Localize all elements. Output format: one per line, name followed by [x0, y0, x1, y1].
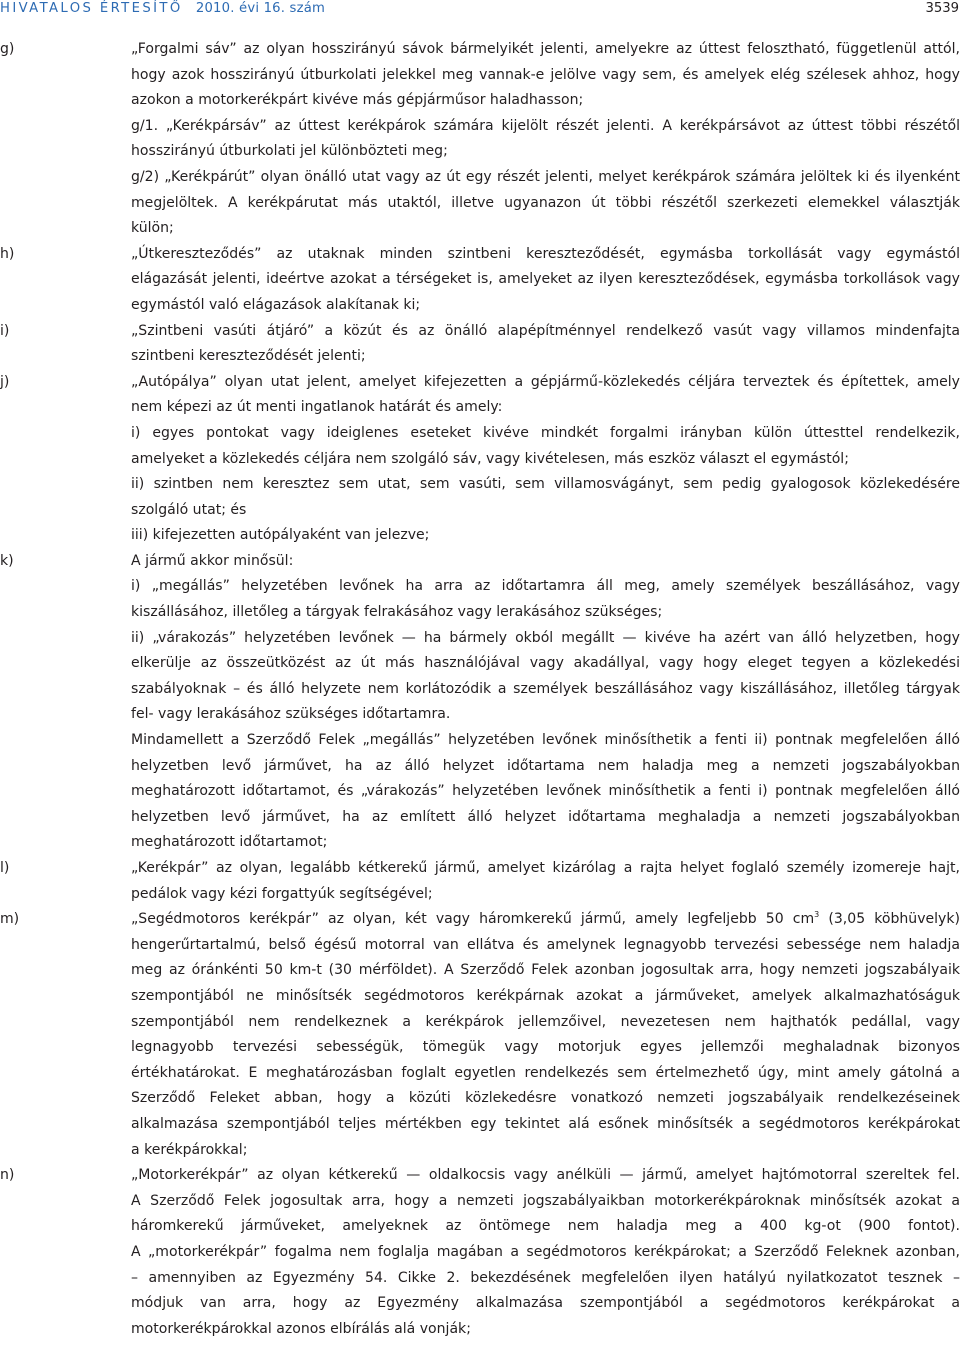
- definition-g2: [0, 165, 960, 242]
- definition-label: l): [0, 860, 10, 876]
- text-line: hosszirányú útburkolati jel különbözteti meg;: [131, 143, 448, 160]
- text-line: meg az óránkénti 50 km-t (30 mérföldet). A Szerződő Felek azonban jogosultak arra, hogy nemzeti jogszabályaik: [131, 962, 960, 979]
- sub-item-iii: iii) kifejezetten autópályaként van jelezve;: [131, 527, 430, 544]
- text-line: egymástól való elágazások alakítanak ki;: [131, 296, 421, 313]
- definition-text: [131, 370, 960, 549]
- definition-g: [0, 37, 960, 114]
- definition-text: [131, 549, 960, 856]
- text-line: „Szintbeni vasúti átjáró” a közút és az önálló alapépítménnyel rendelkező vasút vagy villamos mindenfajta: [131, 322, 960, 339]
- publication-name: HIVATALOS ÉRTESÍTŐ: [0, 1, 183, 16]
- text-line: helyzetben levő járművet, ha az említett álló helyzet időtartama meghaladja a nemzeti jogszabályokban: [131, 808, 960, 825]
- definition-text: [131, 907, 960, 1163]
- text-line: amelyeket a közlekedés céljára nem szolgáló sáv, vagy kivételesen, más eszköz választ el egymástól;: [131, 450, 849, 467]
- document-body: [0, 37, 960, 1342]
- text-line: háromkerekű járműveket, amelyeknek az öntömege nem haladja meg a 400 kg-ot (900 fontot).: [131, 1218, 960, 1235]
- definition-label: k): [0, 552, 14, 569]
- text-line: A jármű akkor minősül:: [131, 552, 294, 569]
- text-line: szintbeni kereszteződését jelenti;: [131, 348, 366, 365]
- text-line: azokon a motorkerékpárt kivéve más gépjárműsor haladhasson;: [131, 92, 584, 109]
- definition-text: [131, 242, 960, 319]
- text-segment: (3,05 köbhüvelyk): [819, 911, 960, 928]
- superscript: 3: [814, 910, 820, 920]
- text-line: „Kerékpár” az olyan, legalább kétkerekű jármű, amelyet kizárólag a rajta helyet foglaló személy izomereje hajt,: [131, 860, 960, 876]
- page-header: [0, 0, 960, 22]
- definition-i: [0, 319, 960, 370]
- text-line: elkerülje az összeütközést az út más használójával vagy akadállyal, vagy hogy eleget tegyen a közlekedési: [131, 655, 960, 672]
- text-line: g/1. „Kerékpársáv” az úttest kerékpárok számára kijelölt részét jelenti. A kerékpársávot az úttest többi részétől: [131, 117, 960, 134]
- text-line: hengerűrtartalmú, belső égésű motorral van ellátva és amelynek legnagyobb tervezési sebessége nem haladja: [131, 936, 960, 953]
- definition-h: [0, 242, 960, 319]
- definition-text: [131, 37, 960, 114]
- text-line: A Szerződő Felek jogosultak arra, hogy a nemzeti jogszabályaikban motorkerékpároknak minősítsék azokat a: [131, 1192, 960, 1209]
- text-line: szolgáló utat; és: [131, 501, 247, 518]
- text-line: pedálok vagy kézi forgattyúk segítségével;: [131, 885, 433, 902]
- text-line: Szerződő Feleket abban, hogy a közúti közlekedésre vonatkozó nemzeti jogszabályaik rendelkezéseinek: [131, 1090, 960, 1107]
- text-line: „Forgalmi sáv” az olyan hosszirányú sávok bármelyikét jelenti, amelyekre az úttest felosztható, függetlenül attól,: [131, 41, 960, 57]
- text-line: külön;: [131, 220, 174, 237]
- text-line: alkalmazása szempontjából teljes mértékben egy tekintet alá esőnek minősítsék a segédmotoros kerékpárokat: [131, 1115, 960, 1132]
- publication-title: [0, 1, 325, 16]
- definition-label: n): [0, 1167, 15, 1184]
- text-line: hogy azok hosszirányú útburkolati jelekkel meg vannak-e jelölve vagy sem, és amelyek elég szélesek ahhoz, hogy: [131, 66, 960, 83]
- definition-g1: [0, 114, 960, 165]
- text-segment: „Segédmotoros kerékpár” az olyan, két vagy háromkerekű jármű, amely legfeljebb 50 cm: [131, 911, 815, 928]
- definition-j: [0, 370, 960, 549]
- text-line: fel- vagy lerakásához szükséges időtartamra.: [131, 706, 451, 723]
- definition-label: m): [0, 911, 20, 928]
- text-line: a kerékpárokkal;: [131, 1141, 248, 1158]
- text-line: motorkerékpárokkal azonos elbírálás alá vonják;: [131, 1320, 471, 1337]
- text-line: [131, 907, 960, 933]
- text-line: szempontjából ne minősítsék segédmotoros kerékpárnak azokat a járműveket, amelyek alkalmazhatóságuk: [131, 987, 960, 1004]
- text-line: helyzetben levő járművet, ha az álló helyzet időtartama nem haladja meg a nemzeti jogszabályokban: [131, 757, 960, 774]
- text-line: g/2) „Kerékpárút” olyan önálló utat vagy az út egy részét jelenti, melyet kerékpárok számára jelöltek ki és ilyenként: [131, 168, 960, 185]
- text-line: legnagyobb tervezési sebességük, tömegük vagy motorjuk egyes jellemzői meghaladnak bizonyos: [131, 1039, 960, 1056]
- definition-label: i): [0, 322, 10, 339]
- definition-n: [0, 1163, 960, 1342]
- sub-item-ii: ii) szintben nem keresztez sem utat, sem vasúti, sem villamosvágányt, sem pedig gyalogosok közlekedésére: [131, 476, 960, 493]
- definition-text: [131, 319, 960, 370]
- text-line: szabályoknak – és álló helyzete nem korlátozódik a személyek beszállásához vagy kiszállásához, illetőleg tárgyak: [131, 680, 960, 697]
- text-line: megjelöltek. A kerékpárutat más utaktól, illetve ugyanazon út többi részétől szerkezeti elemekkel választják: [131, 194, 960, 211]
- text-line: értékhatárokat. E meghatározásban foglalt egyetlen rendelkezés sem értelmezhető úgy, mint amely gátolná a: [131, 1064, 960, 1081]
- definition-label: j): [0, 373, 10, 390]
- text-line: – amennyiben az Egyezmény 54. Cikke 2. bekezdésének megfelelően ilyen hatályú nyilatkozatot tesznek –: [131, 1269, 960, 1286]
- sub-item-i: i) egyes pontokat vagy ideiglenes eseteket kivéve mindkét forgalmi irányban külön úttesttel rendelkezik,: [131, 424, 960, 441]
- text-line: meghatározott időtartamot, és „várakozás” helyzetében levőnek minősíthetik a fenti i) pontnak megfelelően álló: [131, 783, 960, 800]
- sub-item-ii: ii) „várakozás” helyzetében levőnek — ha bármely okból megállt — kivéve ha azért van álló helyzetben, hogy: [131, 629, 960, 646]
- text-line: nem képezi az út menti ingatlanok határát és amely:: [131, 399, 503, 416]
- text-line: „Motorkerékpár” az olyan kétkerekű — oldalkocsis vagy anélküli — jármű, amelyet hajtómotorral szereltek fel.: [131, 1167, 960, 1184]
- text-line: „Útkereszteződés” az utaknak minden szintbeni kereszteződését, egymásba torkollását vagy egymástól: [131, 245, 960, 262]
- issue-label: 2010. évi 16. szám: [195, 1, 326, 16]
- definition-text: [131, 1163, 960, 1342]
- text-line: kiszállásához, illetőleg a tárgyak felrakásához vagy lerakásához szükséges;: [131, 604, 663, 621]
- definition-label: h): [0, 245, 15, 262]
- definition-l: [0, 856, 960, 907]
- text-line: meghatározott időtartamot;: [131, 834, 328, 851]
- text-line: „Autópálya” olyan utat jelent, amelyet kifejezetten a gépjármű-közlekedés céljára terveztek és építettek, amely: [131, 373, 960, 390]
- text-line: A „motorkerékpár” fogalma nem foglalja magában a segédmotoros kerékpárokat; a Szerződő Feleknek azonban,: [131, 1243, 960, 1260]
- definition-label: g): [0, 41, 15, 57]
- definition-m: [0, 907, 960, 1163]
- text-line: Mindamellett a Szerződő Felek „megállás” helyzetében levőnek minősíthetik a fenti ii) pontnak megfelelően álló: [131, 732, 960, 749]
- text-line: módjuk van arra, hogy az Egyezmény alkalmazása szempontjából a segédmotoros kerékpárokat a: [131, 1295, 960, 1312]
- text-line: elágazását jelenti, ideértve azokat a térségeket is, amelyeket az ilyen kereszteződések, egymásba torkollások vagy: [131, 271, 960, 288]
- sub-item-i: i) „megállás” helyzetében levőnek ha arra az időtartamra áll meg, amely személyek beszállásához, vagy: [131, 578, 960, 595]
- text-line: szempontjából nem rendelkeznek a kerékpárok jellemzőivel, nevezetesen nem hajthatók pedállal, vagy: [131, 1013, 960, 1030]
- page-number: 3539: [925, 1, 959, 16]
- definition-text: [131, 856, 960, 907]
- definition-k: [0, 549, 960, 856]
